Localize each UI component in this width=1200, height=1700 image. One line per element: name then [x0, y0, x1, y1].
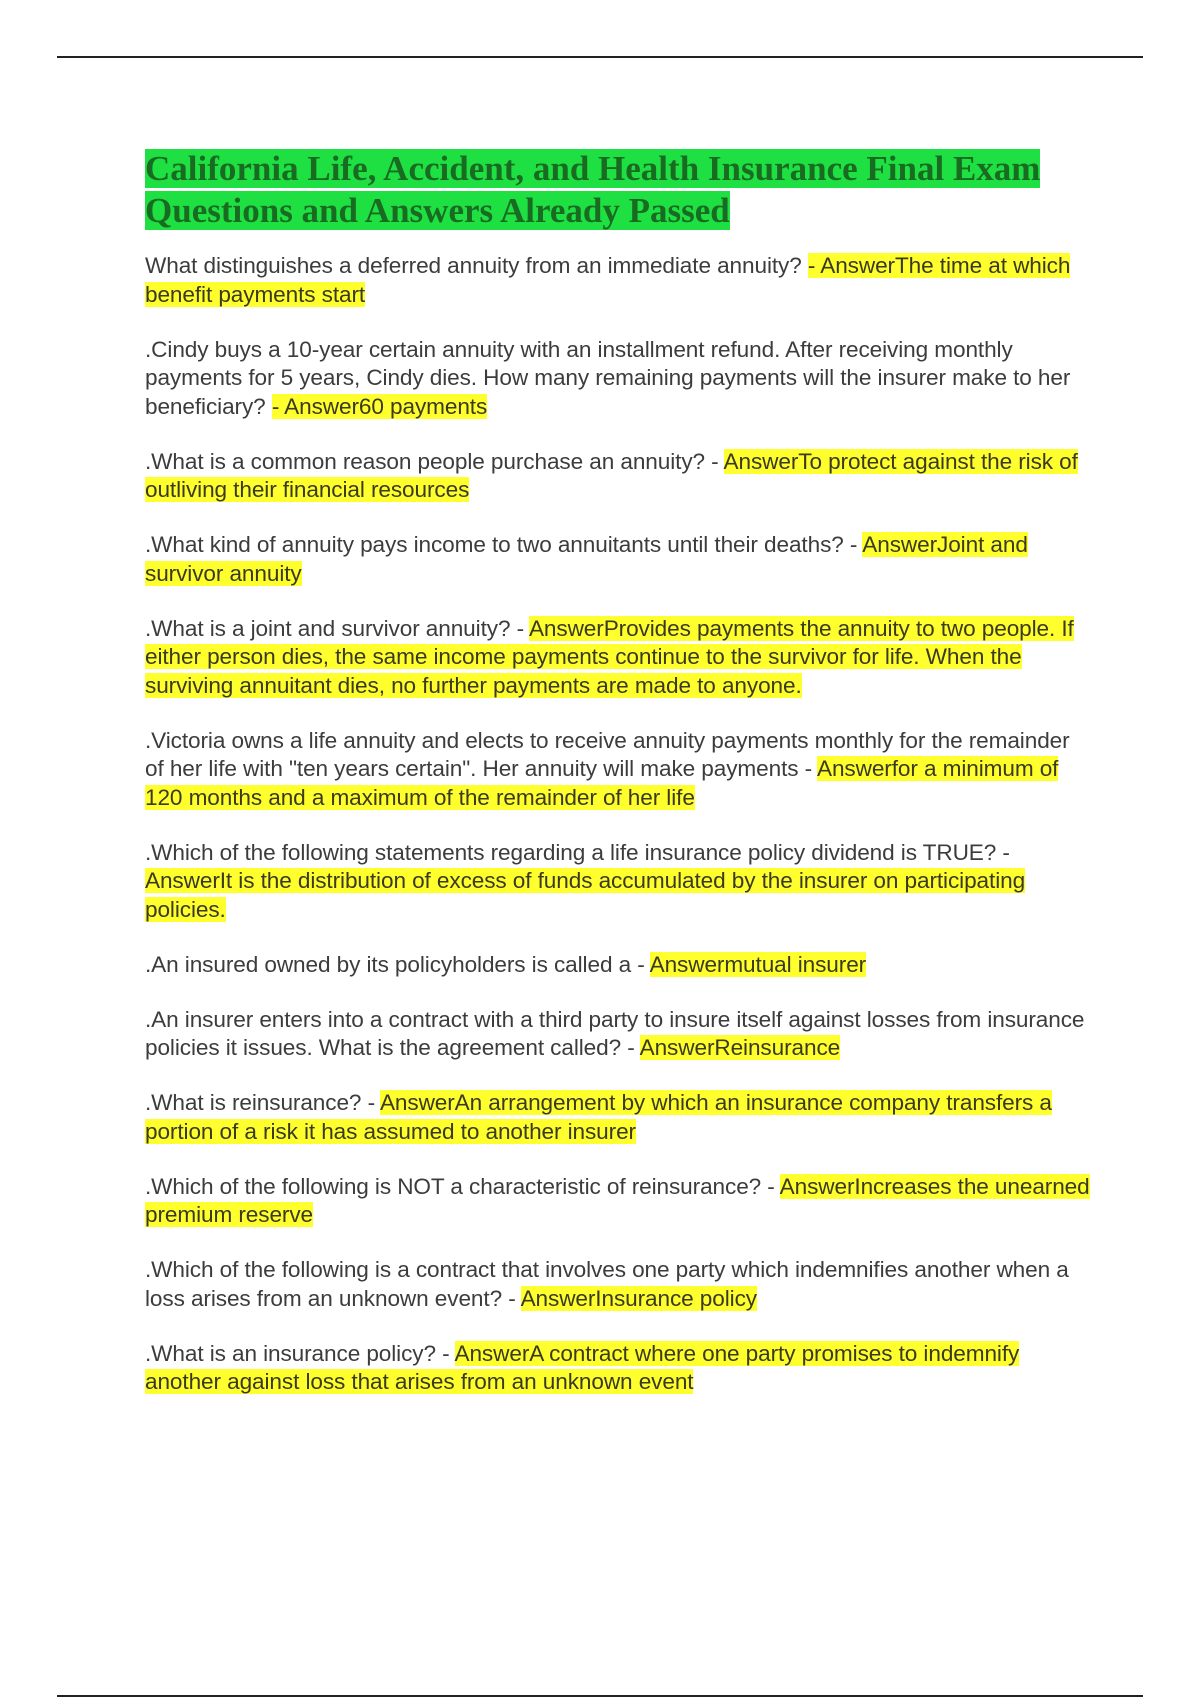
question-text: What distinguishes a deferred annuity from an immediate annuity? — [145, 253, 808, 278]
question-text: .An insurer enters into a contract with a third party to insure itself against losses from insurance policies it issues. What is the agreement called? - — [145, 1006, 1085, 1060]
document-title — [145, 148, 1090, 232]
question-text: .Victoria owns a life annuity and elects to receive annuity payments monthly for the remainder of her life with "ten years certain". Her annuity will make payments - — [145, 727, 1070, 781]
qa-item — [145, 1173, 1090, 1230]
answer-text: Answermutual insurer — [649, 951, 867, 977]
qa-item — [145, 1006, 1090, 1063]
question-text: .An insured owned by its policyholders is called a - — [145, 951, 650, 977]
question-text: .What is a joint and survivor annuity? - — [145, 615, 529, 641]
answer-text: AnswerIt is the distribution of excess of funds accumulated by the insurer on participating policies. — [145, 868, 1026, 922]
answer-text: AnswerIncreases the unearned premium reserve — [145, 1173, 1090, 1227]
answer-text: AnswerReinsurance — [639, 1035, 841, 1060]
answer-text: AnswerAn arrangement by which an insurance company transfers a portion of a risk it has assumed to another insurer — [145, 1090, 1052, 1144]
answer-text: Answerfor a minimum of 120 months and a maximum of the remainder of her life — [145, 756, 1059, 810]
qa-item — [145, 336, 1090, 422]
question-text: .Cindy buys a 10-year certain annuity with an installment refund. After receiving monthly payments for 5 years, Cindy dies. How many remaining payments will the insurer make to her beneficiary? — [145, 336, 1071, 419]
qa-item — [145, 1256, 1090, 1313]
qa-item — [145, 1340, 1090, 1397]
page-bottom-rule — [57, 1695, 1143, 1697]
question-text: .What kind of annuity pays income to two annuitants until their deaths? - — [145, 532, 863, 557]
qa-item — [145, 448, 1090, 505]
answer-text: - Answer60 payments — [271, 393, 488, 419]
qa-item — [145, 531, 1090, 588]
question-text: .Which of the following is a contract that involves one party which indemnifies another when a loss arises from an unknown event? - — [145, 1257, 1069, 1311]
question-text: .What is an insurance policy? - — [145, 1340, 455, 1366]
qa-item — [145, 252, 1090, 309]
qa-item — [145, 727, 1090, 813]
qa-item — [145, 1089, 1090, 1146]
answer-text: - AnswerThe time at which benefit payments start — [145, 253, 1071, 307]
qa-item — [145, 951, 1090, 980]
question-text: .Which of the following is NOT a characteristic of reinsurance? - — [145, 1173, 780, 1199]
answer-text: AnswerA contract where one party promises to indemnify another against loss that arises from an unknown event — [145, 1340, 1020, 1394]
question-text: .What is a common reason people purchase an annuity? - — [145, 448, 724, 474]
page-top-rule — [57, 56, 1143, 58]
answer-text: AnswerProvides payments the annuity to two people. If either person dies, the same income payments continue to the survivor for life. When the surviving annuitant dies, no further payments are made to anyone. — [145, 615, 1074, 698]
qa-item — [145, 839, 1090, 925]
answer-text: AnswerJoint and survivor annuity — [145, 532, 1028, 586]
document-body — [145, 148, 1090, 1423]
qa-item — [145, 615, 1090, 701]
document-title-text: California Life, Accident, and Health Insurance Final Exam Questions and Answers Already Passed — [145, 149, 1041, 230]
question-text: .Which of the following statements regarding a life insurance policy dividend is TRUE? - — [145, 839, 1010, 865]
question-text: .What is reinsurance? - — [145, 1090, 380, 1115]
answer-text: AnswerInsurance policy — [520, 1285, 757, 1311]
answer-text: AnswerTo protect against the risk of outliving their financial resources — [145, 448, 1078, 502]
